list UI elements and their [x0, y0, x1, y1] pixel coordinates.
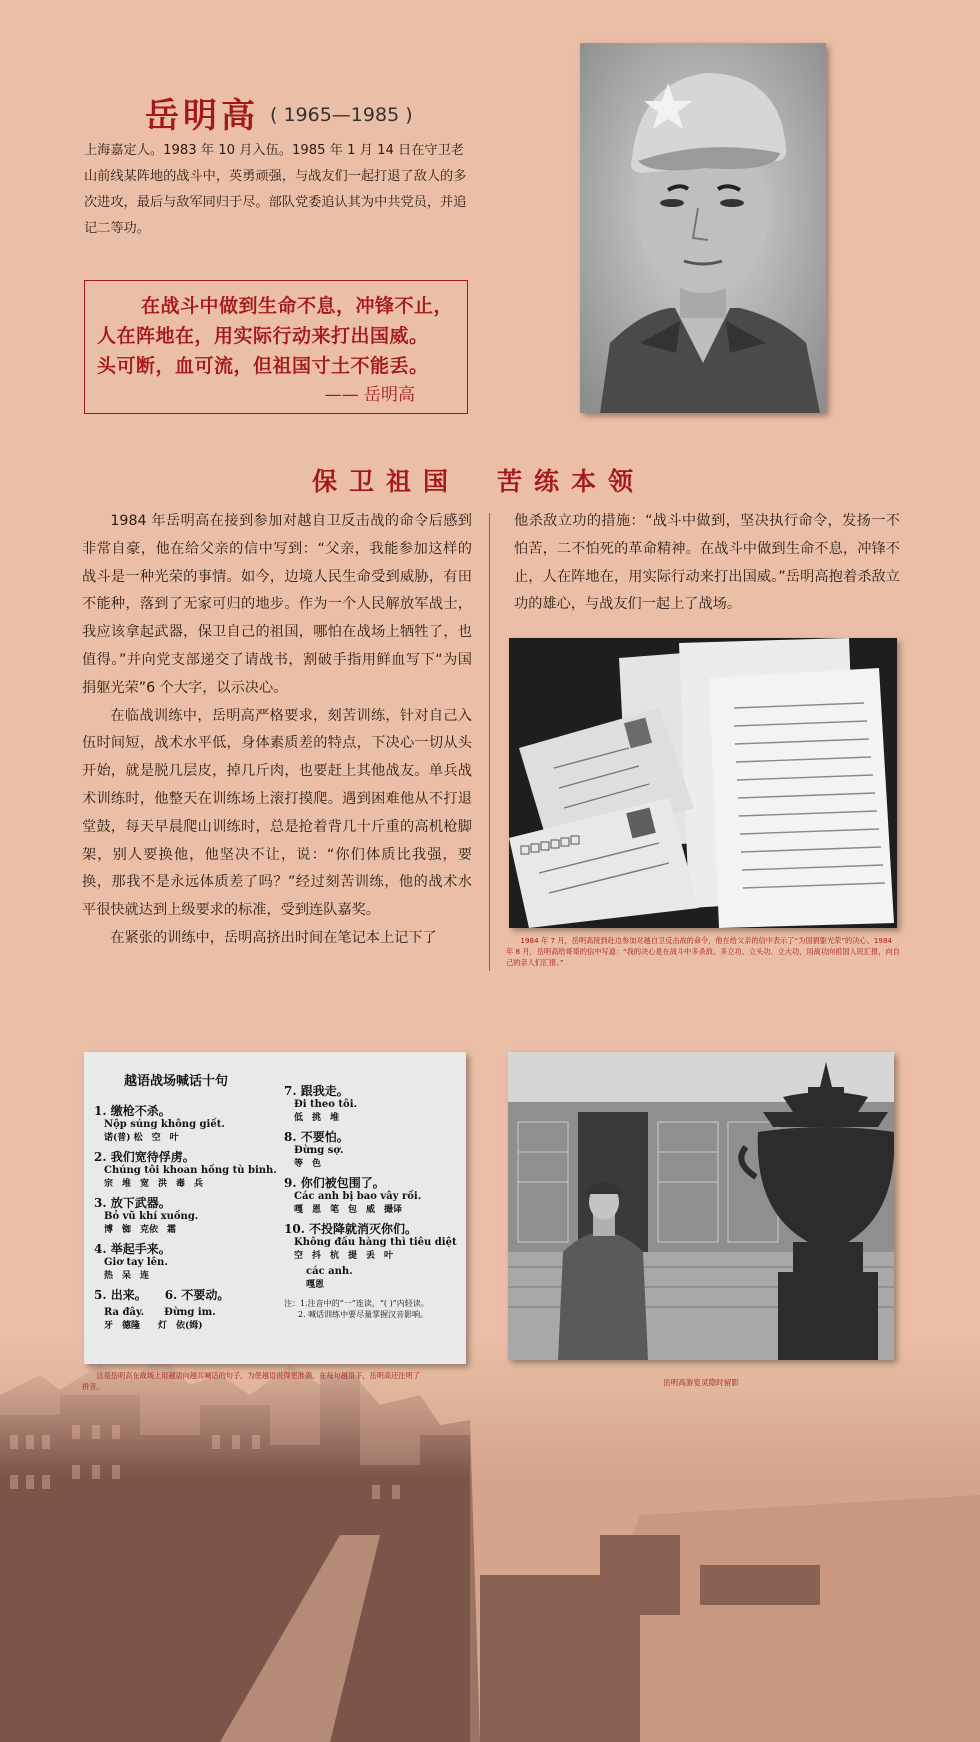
- phrase-pinyin: 牙 德隆 灯 依(姆): [104, 1321, 203, 1331]
- phrase-item: [94, 1240, 279, 1281]
- phrase-item: [94, 1102, 279, 1143]
- phrase-vi: các anh.: [306, 1266, 353, 1277]
- letters-photo: [509, 638, 897, 928]
- life-years: ( 1965—1985 ): [270, 104, 413, 126]
- paragraph-1: 1984 年岳明高在接到参加对越自卫反击战的命令后感到非常自豪，他在给父亲的信中写到：“父亲，我能参加这样的战斗是一种光荣的事情。如今，边境人民生命受到威胁，有田不能种，落到了无家可归的地步。作为一个人民解放军战士，我应该拿起武器，保卫自己的祖国，哪怕在战场上牺牲了，也值得。”并向党支部递交了请战书，割破手指用鲜血写下“为国捐躯光荣”6 个大字，以示决心。: [82, 513, 472, 696]
- phrase-sheet-photo: [84, 1052, 466, 1364]
- quote-line-1: 在战斗中做到生命不息，冲锋不止，: [141, 295, 454, 317]
- person-name: 岳明高: [145, 96, 259, 136]
- phrase-vi: Nộp súng không giết.: [104, 1119, 225, 1130]
- phrase-pinyin: 博 铷 克依 霜: [104, 1225, 177, 1235]
- phrase-item: [284, 1082, 462, 1123]
- phrase-zh: 3. 放下武器。: [94, 1196, 171, 1210]
- phrase-list-right: [284, 1082, 462, 1320]
- paragraph-2: 在临战训练中，岳明高严格要求，刻苦训练，针对自己入伍时间短，战术水平低，身体素质差的特点，下决心一切从头开始，就是脱几层皮，掉几斤肉，也要赶上其他战友。单兵战术训练时，他整天在训练场上滚打摸爬。遇到困难他从不打退堂鼓，每天早晨爬山训练时，总是抢着背几十斤重的高机枪脚架，别人要换他，他坚决不让，说：“你们体质比我强，要换，那我不是永远体质差了吗？”经过刻苦训练，他的战术水平很快就达到上级要求的标准，受到连队嘉奖。: [82, 707, 472, 919]
- quote-line-2: 人在阵地在，用实际行动来打出国威。: [97, 325, 429, 347]
- portrait-photo: [580, 43, 826, 413]
- article-left-column: [82, 508, 472, 953]
- phrase-vi: Bỏ vũ khí xuống.: [104, 1211, 199, 1222]
- phrase-note: 注：1.注音中的“一”连读，“( )”内轻读。: [284, 1299, 429, 1308]
- phrase-sheet-title: 越语战场喊话十句: [124, 1074, 229, 1089]
- phrase-pinyin: 嘎 恩 笔 包 威 撮译: [294, 1205, 403, 1215]
- phrase-item: [284, 1174, 462, 1215]
- phrase-vi: Không đầu hàng thì tiêu diệt: [294, 1237, 457, 1248]
- quote-signature: —— 岳明高: [324, 385, 415, 405]
- phrase-zh: 1. 缴枪不杀。: [94, 1104, 171, 1118]
- phrase-pinyin: 嘎恩: [306, 1280, 325, 1290]
- phrase-pinyin: 诺(普) 松 空 叶: [104, 1133, 179, 1143]
- phrase-vi: Ra đây. Đừng im.: [104, 1307, 216, 1318]
- phrase-zh: 10. 不投降就消灭你们。: [284, 1222, 418, 1236]
- phrase-item: [94, 1286, 279, 1331]
- phrases-caption: 这是岳明高在战场上用越语向越兵喊话的句子，为使越语说得更准确，在每句越语下，岳明高还注明了拼音。: [82, 1371, 420, 1391]
- phrase-vi: Đừng sợ.: [294, 1145, 344, 1156]
- phrase-list-left: [94, 1102, 279, 1336]
- phrase-note: 2. 喊话训练中要尽量掌握汉音影响。: [298, 1310, 429, 1319]
- article-right-column: [514, 508, 900, 619]
- phrase-vi: Các anh bị bao vây rồi.: [294, 1191, 422, 1202]
- phrase-pinyin: 空 抖 杭 提 丢 叶: [294, 1251, 394, 1261]
- phrase-zh: 8. 不要怕。: [284, 1130, 349, 1144]
- travel-caption: 岳明高游览灵隐时留影: [663, 1378, 739, 1387]
- phrase-item: [284, 1220, 462, 1261]
- travel-photo: [508, 1052, 894, 1360]
- phrase-pinyin: 宗 堆 宽 洪 毒 兵: [104, 1179, 204, 1189]
- phrase-pinyin: 热 呆 连: [104, 1271, 150, 1281]
- phrase-item: [284, 1128, 462, 1169]
- phrase-vi: Đi theo tôi.: [294, 1099, 357, 1110]
- phrase-pinyin: 低 挑 堆: [294, 1113, 340, 1123]
- quote-box: [84, 280, 468, 414]
- column-divider: [489, 513, 490, 971]
- paragraph-right: 他杀敌立功的措施：“战斗中做到，坚决执行命令，发扬一不怕苦，二不怕死的革命精神。在战斗中做到生命不息，冲锋不止，人在阵地在，用实际行动来打出国威。”岳明高抱着杀敌立功的雄心，与战友们一起上了战场。: [514, 513, 900, 613]
- city-backdrop-photo: [0, 1335, 980, 1742]
- phrase-item: [94, 1194, 279, 1235]
- phrase-vi: Giơ tay lên.: [104, 1257, 168, 1268]
- phrase-zh: 9. 你们被包围了。: [284, 1176, 385, 1190]
- phrase-zh: 4. 举起手来。: [94, 1242, 171, 1256]
- phrase-item: [284, 1266, 462, 1290]
- section-title: 保卫祖国 苦练本领: [312, 467, 646, 496]
- bio-text: 上海嘉定人。1983 年 10 月入伍。1985 年 1 月 14 日在守卫老山前线某阵地的战斗中，英勇顽强，与战友们一起打退了敌人的多次进攻，最后与敌军同归于尽。部队党委追认其为中共党员，并追记二等功。: [84, 143, 467, 236]
- phrase-vi: Chúng tôi khoan hồng tù binh.: [104, 1165, 277, 1176]
- phrase-zh: 5. 出来。 6. 不要动。: [94, 1288, 230, 1302]
- letters-caption: 1984 年 7 月，岳明高接到赴边参加对越自卫反击战的命令，他在给父亲的信中表示了“为国捐躯光荣”的决心。1984 年 8 月，岳明高给哥哥的信中写道：“我的决心是在战斗中多杀敌、多立功、立头功、立大功，用战功向祖国人民汇报，向自己的亲人们汇报。”: [506, 936, 900, 967]
- phrase-zh: 2. 我们宽待俘虏。: [94, 1150, 195, 1164]
- phrase-pinyin: 等 色: [294, 1159, 322, 1169]
- phrase-zh: 7. 跟我走。: [284, 1084, 349, 1098]
- phrase-item: [94, 1148, 279, 1189]
- quote-line-3: 头可断，血可流，但祖国寸土不能丢。: [97, 355, 429, 377]
- paragraph-3: 在紧张的训练中，岳明高挤出时间在笔记本上记下了: [110, 929, 437, 946]
